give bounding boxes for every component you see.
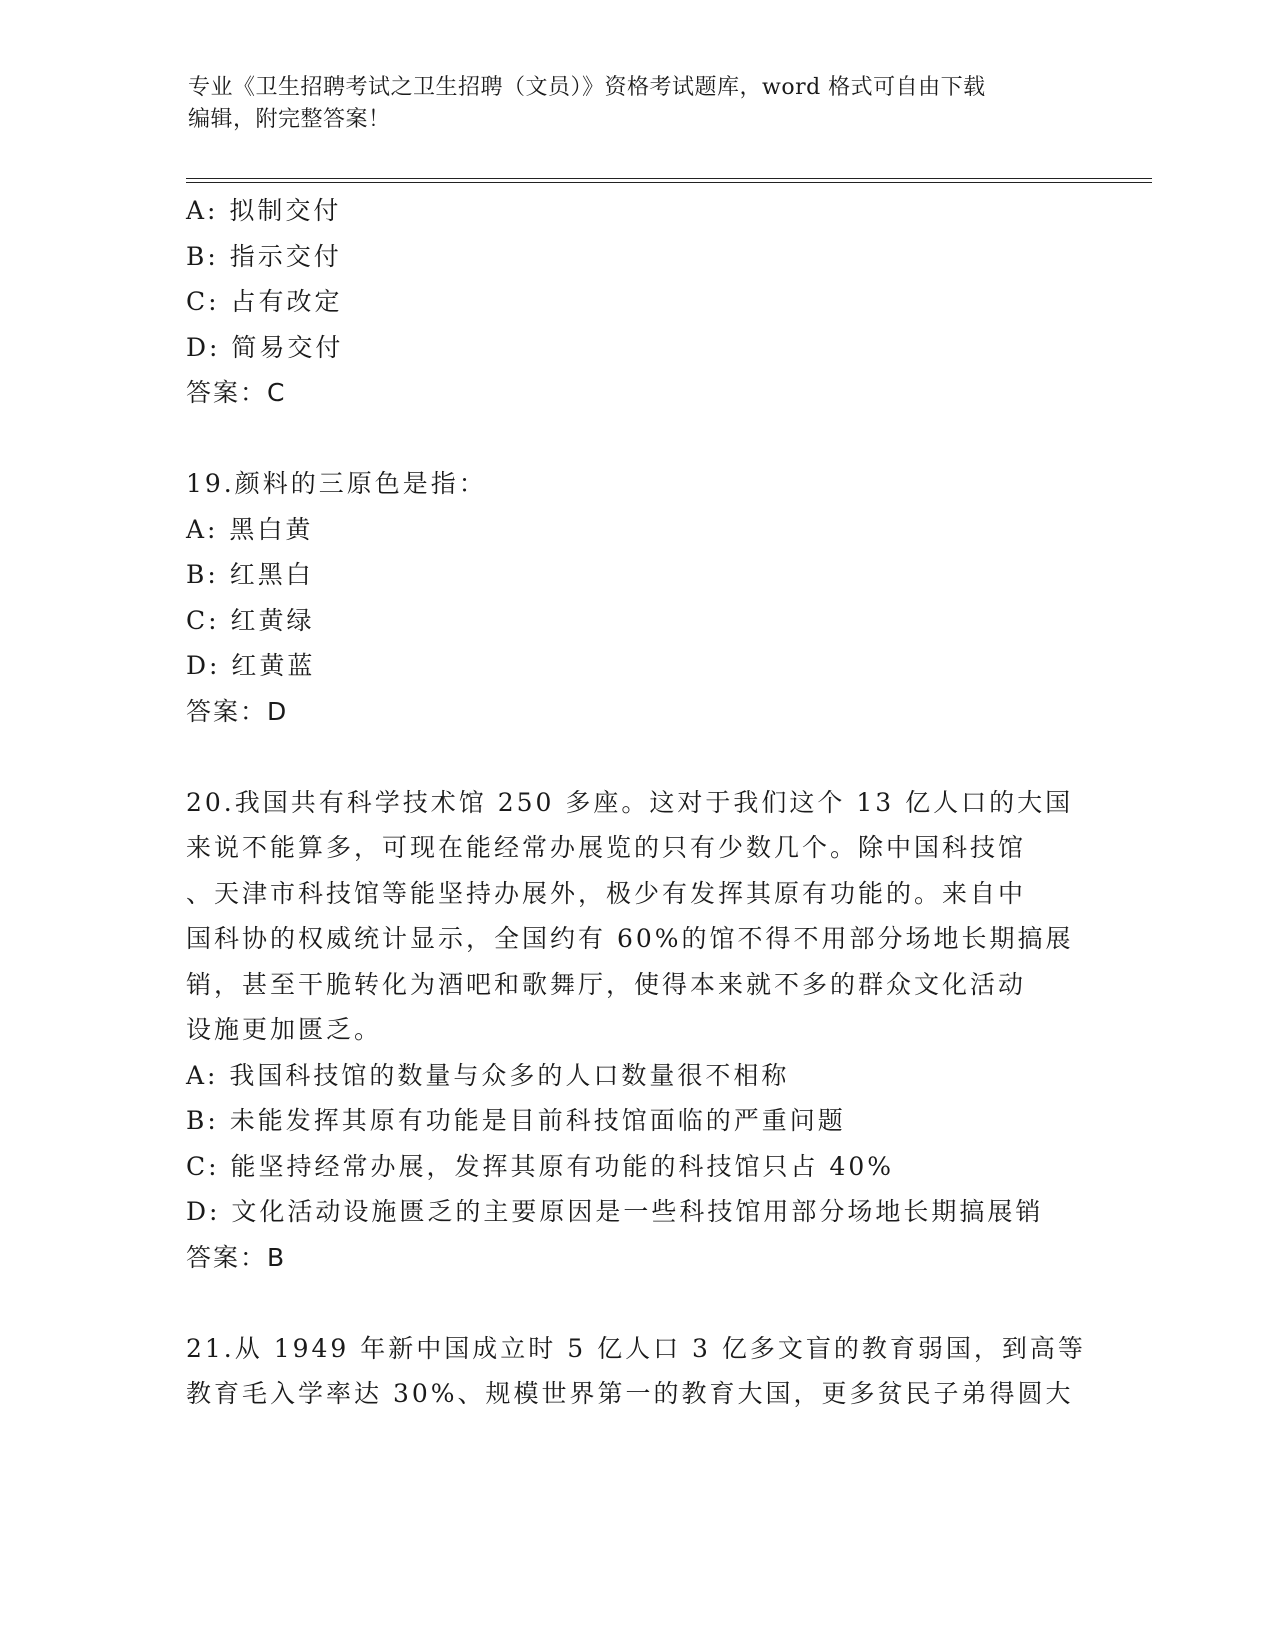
page-header bbox=[188, 72, 1068, 136]
option-d: D: 简易交付 bbox=[186, 332, 344, 362]
question-stem-line: 21.从 1949 年新中国成立时 5 亿人口 3 亿多文盲的教育弱国，到高等 bbox=[186, 1333, 1086, 1363]
question-stem-line: 20.我国共有科学技术馆 250 多座。这对于我们这个 13 亿人口的大国 bbox=[186, 787, 1074, 817]
option-a: A: 我国科技馆的数量与众多的人口数量很不相称 bbox=[186, 1060, 790, 1090]
question-21 bbox=[186, 1326, 1086, 1417]
option-d: D: 红黄蓝 bbox=[186, 651, 316, 680]
option-d: D: 文化活动设施匮乏的主要原因是一些科技馆用部分场地长期搞展销 bbox=[186, 1197, 1044, 1226]
question-content bbox=[186, 188, 1086, 1417]
question-20 bbox=[186, 780, 1086, 1281]
option-c: C: 占有改定 bbox=[186, 287, 343, 316]
header-divider bbox=[186, 178, 1152, 183]
option-c: C: 红黄绿 bbox=[186, 605, 315, 635]
question-stem-line: 设施更加匮乏。 bbox=[186, 1015, 383, 1044]
option-b: B: 红黑白 bbox=[186, 560, 314, 589]
question-stem-line: 、天津市科技馆等能坚持办展外，极少有发挥其原有功能的。来自中 bbox=[186, 878, 1027, 908]
option-a: A: 黑白黄 bbox=[186, 514, 314, 544]
question-19 bbox=[186, 461, 1086, 734]
answer: 答案：C bbox=[186, 378, 287, 407]
option-b: B: 未能发挥其原有功能是目前科技馆面临的严重问题 bbox=[186, 1106, 846, 1135]
question-18 bbox=[186, 188, 1086, 416]
question-stem: 19.颜料的三原色是指： bbox=[186, 469, 487, 498]
option-c: C: 能坚持经常办展，发挥其原有功能的科技馆只占 40% bbox=[186, 1151, 895, 1181]
answer: 答案：D bbox=[186, 696, 289, 726]
option-a: A: 拟制交付 bbox=[186, 196, 342, 225]
header-line-2: 编辑，附完整答案！ bbox=[188, 107, 391, 132]
option-b: B: 指示交付 bbox=[186, 241, 342, 271]
question-stem-line: 国科协的权威统计显示，全国约有 60%的馆不得不用部分场地长期搞展 bbox=[186, 924, 1074, 953]
header-line-1: 专业《卫生招聘考试之卫生招聘（文员）》资格考试题库，word 格式可自由下载 bbox=[188, 75, 986, 100]
question-stem-line: 来说不能算多，可现在能经常办展览的只有少数几个。除中国科技馆 bbox=[186, 833, 1027, 862]
question-stem-line: 教育毛入学率达 30%、规模世界第一的教育大国，更多贫民子弟得圆大 bbox=[186, 1379, 1074, 1408]
answer: 答案：B bbox=[186, 1242, 287, 1272]
question-stem-line: 销，甚至干脆转化为酒吧和歌舞厅，使得本来就不多的群众文化活动 bbox=[186, 969, 1027, 999]
